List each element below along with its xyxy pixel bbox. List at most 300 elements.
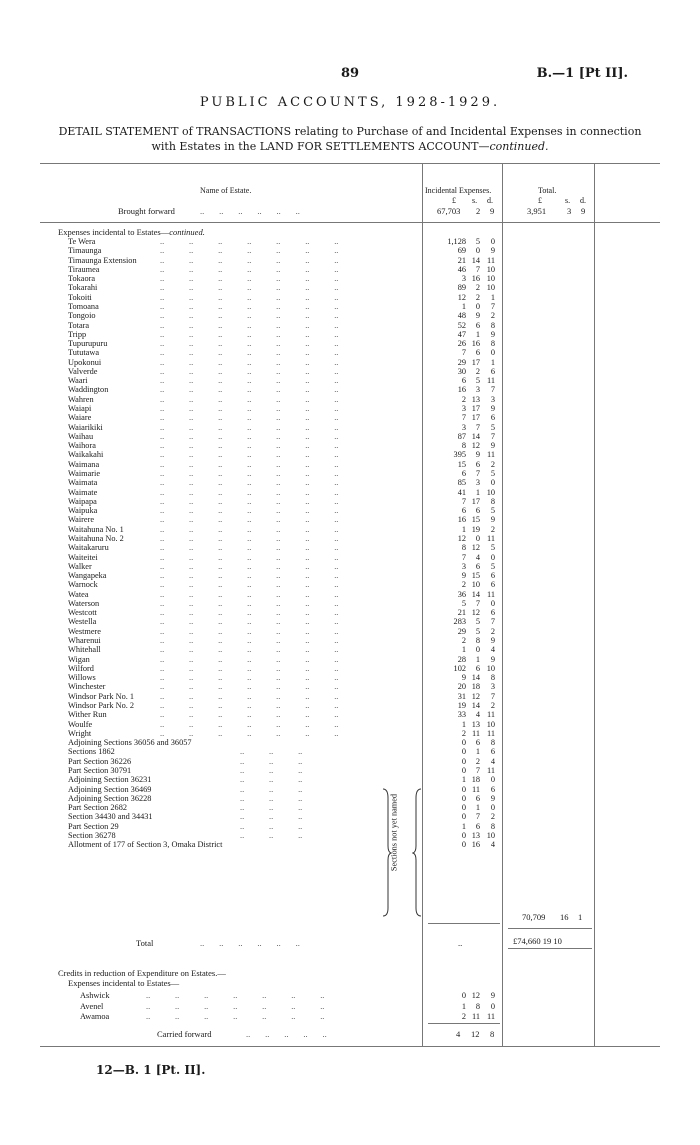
page-reference: B.—1 [Pt II]. [536,66,628,81]
estates-subtotal-shillings: 16 [560,912,569,922]
estate-shillings: 14 [471,701,480,710]
dot-leader: .. .. .. .. .. .. .. [160,728,339,738]
dot-leader: .. .. .. .. .. .. .. [160,348,339,358]
estate-name: Tomoana [68,301,99,311]
estate-pence: 2 [490,626,495,636]
dot-leader: .. .. .. .. .. .. .. [160,478,339,488]
estate-pence: 9 [490,329,495,339]
dot-leader: .. .. .. [240,803,303,813]
estate-shillings: 7 [475,765,480,775]
estate-shillings: 11 [472,784,480,794]
estate-shillings: 17 [471,357,480,367]
estate-shillings: 16 [471,339,480,349]
estate-shillings: 0 [475,645,480,655]
estate-name: Windsor Park No. 2 [68,701,135,710]
dot-leader: .. .. .. .. .. .. .. [160,329,339,339]
estate-pence: 0 [490,598,495,608]
estate-pounds: 1 [461,524,466,534]
estate-pounds: 3 [461,274,466,284]
dot-leader: .. .. .. [240,830,303,840]
estate-shillings: 7 [475,469,480,478]
estate-shillings: 6 [475,348,480,358]
estate-pence: 2 [490,812,495,822]
estate-shillings: 1 [475,487,480,497]
carried-forward-pounds: 4 [456,1029,461,1039]
dot-leader: .. .. .. .. .. .. .. [160,339,339,349]
estate-shillings: 17 [471,496,480,506]
estate-pounds: 7 [461,552,466,562]
dot-leader: .. .. .. .. .. .. .. [160,431,339,441]
dot-leader: .. .. .. .. .. .. .. [160,663,339,673]
estates-subtotal-pence: 1 [578,912,583,922]
total-pounds-unit: £ [538,196,542,205]
page-title: PUBLIC ACCOUNTS, 1928-1929. [199,95,501,110]
estate-shillings: 12 [471,608,480,618]
estate-name: Willows [68,673,96,683]
estate-pence: 6 [490,413,495,423]
credit-row [0,991,700,1001]
estate-row [0,840,700,850]
dot-leader: .. .. .. .. .. .. .. [160,487,339,497]
dot-leader: .. .. .. .. .. .. .. [160,543,339,553]
subtitle-main: DETAIL STATEMENT of TRANSACTIONS relating to Purchase of and Incidental Expenses in connection with Estates in the LAND FOR SETTLEMENTS ACCOUNT— [58,125,642,153]
estate-shillings: 7 [475,812,480,822]
estate-name: Waiare [68,413,92,423]
estate-name: Wigan [68,654,90,664]
estate-name: Waiapi [68,404,92,414]
estate-shillings: 6 [475,506,480,516]
estate-pence: 4 [490,840,495,850]
estate-shillings: 15 [471,515,480,525]
estate-pence: 2 [490,459,495,469]
total-shillings-unit: s. [565,196,571,205]
estate-pounds: 26 [457,339,466,349]
estate-shillings: 1 [475,329,480,339]
estate-pence: 6 [490,608,495,618]
estate-pounds: 0 [461,793,466,803]
credit-pounds: 0 [461,991,466,1000]
estate-pounds: 12 [457,292,466,302]
estate-pounds: 87 [457,431,466,441]
dot-leader: .. .. .. .. .. .. .. [160,682,339,692]
estate-pence: 9 [490,246,495,256]
estate-pence: 0 [490,775,495,785]
credits-heading: Credits in reduction of Expenditure on Estates.— [58,968,226,978]
estate-shillings: 5 [475,237,480,246]
estate-pounds: 3 [461,422,466,432]
dot-leader: .. .. .. .. .. .. .. [146,1001,325,1011]
estate-pounds: 69 [457,246,466,256]
total-pence-unit: d. [580,196,586,205]
estate-pence: 10 [486,264,495,274]
total-rule-bottom [508,948,592,949]
estate-name: Waimarie [68,469,101,478]
total-amount: £74,660 19 10 [513,936,562,946]
estate-pounds: 21 [457,255,466,265]
estate-shillings: 13 [471,830,480,840]
estate-pounds: 0 [461,738,466,748]
estate-name: Waterson [68,598,100,608]
credit-name: Ashwick [80,991,110,1000]
estate-pence: 10 [486,487,495,497]
estate-name: Part Section 30791 [68,765,132,775]
estate-name: Adjoining Section 36469 [68,784,152,794]
section-heading [58,227,205,237]
brought-forward-total-shillings: 3 [567,206,572,216]
estate-pounds: 85 [457,478,466,488]
estate-pounds: 3 [461,561,466,571]
estate-pence: 6 [490,747,495,757]
estate-name: Waitahuna No. 2 [68,533,124,543]
estate-name: Whitehall [68,645,101,655]
estate-pence: 5 [490,543,495,553]
estate-pounds: 1 [461,645,466,655]
estate-pounds: 6 [461,469,466,478]
estate-pounds: 1 [461,301,466,311]
estate-pence: 9 [490,441,495,451]
estate-pence: 10 [486,663,495,673]
estate-pounds: 283 [453,617,466,627]
estate-pence: 9 [490,793,495,803]
estate-pounds: 2 [461,636,466,646]
estate-name: Adjoining Section 36231 [68,775,152,785]
section-heading-continued: continued. [169,227,205,237]
estate-shillings: 6 [475,821,480,831]
sections-not-yet-named-label [374,790,414,890]
estate-shillings: 2 [475,756,480,766]
estate-pounds: 0 [461,812,466,822]
dot-leader: .. .. .. .. .. .. .. [160,552,339,562]
estate-pounds: 1 [461,821,466,831]
estate-name: Tokaora [68,274,96,284]
estate-pence: 9 [490,654,495,664]
estate-name: Timaunga Extension [68,255,137,265]
estate-pence: 11 [487,255,495,265]
estate-pence: 9 [490,636,495,646]
estate-shillings: 14 [471,589,480,599]
estate-pounds: 31 [457,691,466,701]
estate-shillings: 6 [475,320,480,330]
dot-leader: .. .. .. .. .. .. .. [160,459,339,469]
dot-leader: .. .. .. .. .. .. .. [160,255,339,265]
estate-name: Wairere [68,515,95,525]
dot-leader: .. .. .. .. .. .. .. [160,524,339,534]
estate-name: Waikakahi [68,450,104,460]
dot-leader: .. .. .. [240,821,303,831]
estate-name: Walker [68,561,92,571]
estate-name: Waipapa [68,496,97,506]
estate-name: Wilford [68,663,94,673]
estate-shillings: 18 [471,775,480,785]
estate-pence: 10 [486,283,495,293]
estate-pence: 11 [487,376,495,386]
estate-pounds: 52 [457,320,466,330]
dot-leader: .. .. .. .. .. .. .. [160,710,339,720]
total-column-header: Total. [538,186,557,195]
total-leader: .. .. .. .. .. .. [200,938,300,948]
carried-forward-rule [428,1023,500,1024]
estate-name: Windsor Park No. 1 [68,691,135,701]
dot-leader: .. .. .. [240,747,303,757]
estate-name: Waimate [68,487,98,497]
estate-shillings: 9 [475,450,480,460]
credit-shillings: 8 [475,1001,480,1011]
estate-pounds: 0 [461,840,466,850]
carried-forward-pence: 8 [490,1029,495,1039]
estate-name: Adjoining Sections 36056 and 36057 [68,738,192,748]
estate-pence: 3 [490,682,495,692]
estate-shillings: 7 [475,422,480,432]
credits-subheading: Expenses incidental to Estates— [68,978,180,988]
estate-shillings: 1 [475,654,480,664]
estate-name: Te Wera [68,237,96,246]
estate-name: Adjoining Section 36228 [68,793,152,803]
estate-pounds: 2 [461,394,466,404]
estate-pence: 6 [490,366,495,376]
dot-leader: .. .. .. .. .. .. .. [160,673,339,683]
estate-name: Waiarikiki [68,422,103,432]
estate-pence: 7 [490,301,495,311]
estate-name: Westcott [68,608,97,618]
dot-leader: .. .. .. .. .. .. .. [160,385,339,395]
estate-pounds: 0 [461,747,466,757]
brought-forward-total-pounds: 3,951 [527,206,547,216]
table-top-rule [40,163,660,164]
dot-leader: .. .. .. [240,793,303,803]
estate-name: Waddington [68,385,109,395]
estate-pounds: 9 [461,673,466,683]
estate-pence: 7 [490,691,495,701]
brought-forward-leader: .. .. .. .. .. .. [200,206,300,216]
estate-name: Waitakaruru [68,543,109,553]
dot-leader: .. .. .. .. .. .. .. [160,441,339,451]
total-label: Total [136,938,154,948]
estate-name: Waihora [68,441,96,451]
estate-pounds: 19 [457,701,466,710]
estate-pence: 11 [487,589,495,599]
estate-pounds: 15 [457,459,466,469]
estate-pounds: 21 [457,608,466,618]
estate-name: Tripp [68,329,87,339]
sections-not-yet-named-text: Sections not yet named [389,793,399,872]
estate-pence: 11 [487,728,495,738]
estate-shillings: 12 [471,441,480,451]
dot-leader: .. .. .. .. .. .. .. [160,283,339,293]
estate-pounds: 0 [461,803,466,813]
dot-leader: .. .. .. .. .. .. .. [160,376,339,386]
table-bottom-rule [40,1046,660,1047]
estate-shillings: 7 [475,264,480,274]
estate-pence: 0 [490,552,495,562]
statement-subtitle [48,124,652,154]
dot-leader: .. .. .. .. .. .. .. [160,533,339,543]
estate-shillings: 14 [471,255,480,265]
credit-shillings: 11 [472,1012,480,1021]
dot-leader: .. .. .. [240,765,303,775]
estate-shillings: 2 [475,366,480,376]
estate-name: Part Section 2682 [68,803,127,813]
estate-pence: 11 [487,710,495,720]
estate-shillings: 16 [471,840,480,850]
estate-shillings: 7 [475,598,480,608]
estate-name: Warnock [68,580,98,590]
dot-leader: .. .. .. .. .. .. .. [160,246,339,256]
estate-name: Upokonui [68,357,102,367]
estate-name: Tututawa [68,348,100,358]
estate-shillings: 0 [475,533,480,543]
estate-shillings: 13 [471,394,480,404]
estate-name: Tiraumea [68,264,100,274]
estate-pounds: 20 [457,682,466,692]
estate-pounds: 1,128 [447,237,466,246]
estate-pounds: 89 [457,283,466,293]
estate-pounds: 102 [453,663,466,673]
subtitle-continued: continued. [489,140,549,153]
credit-row [0,1002,700,1012]
estate-name: Woulfe [68,719,93,729]
estate-pence: 2 [490,524,495,534]
estate-pence: 10 [486,274,495,284]
incidental-pence-unit: d. [487,196,493,205]
subtotal-rule [428,923,500,924]
estate-pounds: 6 [461,506,466,516]
dot-leader: .. .. .. .. .. .. .. [160,422,339,432]
estate-shillings: 2 [475,292,480,302]
estate-name: Wangapeka [68,571,107,581]
total-rule-top [508,928,592,929]
estate-pounds: 12 [457,533,466,543]
estate-shillings: 0 [475,246,480,256]
estate-pounds: 6 [461,376,466,386]
estate-pence: 7 [490,617,495,627]
dot-leader: .. .. .. .. .. .. .. [146,991,325,1000]
dot-leader: .. .. .. [240,756,303,766]
estate-shillings: 10 [471,580,480,590]
page-number: 89 [340,66,360,81]
dot-leader: .. .. .. .. .. .. .. [160,506,339,516]
estate-pounds: 7 [461,348,466,358]
estate-pence: 6 [490,571,495,581]
estate-name: Allotment of 177 of Section 3, Omaka District [68,840,223,850]
estate-pence: 10 [486,830,495,840]
dot-leader: .. .. .. .. .. .. .. [160,450,339,460]
estate-pence: 9 [490,515,495,525]
section-heading-text: Expenses incidental to Estates— [58,227,170,237]
estate-shillings: 5 [475,626,480,636]
estate-shillings: 6 [475,793,480,803]
estate-shillings: 19 [471,524,480,534]
carried-forward-shillings: 12 [471,1029,480,1039]
dot-leader: .. .. .. .. .. .. .. [160,571,339,581]
estate-pence: 5 [490,469,495,478]
estate-pounds: 9 [461,571,466,581]
estate-pounds: 0 [461,765,466,775]
estate-shillings: 1 [475,747,480,757]
estate-pence: 8 [490,738,495,748]
estate-pounds: 33 [457,710,466,720]
estate-shillings: 15 [471,571,480,581]
name-column-header: Name of Estate. [200,186,252,195]
dot-leader: .. .. .. .. .. .. .. [160,264,339,274]
estate-name: Sections 1862 [68,747,115,757]
estate-pounds: 30 [457,366,466,376]
estate-shillings: 0 [475,301,480,311]
estate-pounds: 0 [461,784,466,794]
estate-name: Part Section 36226 [68,756,132,766]
estate-pounds: 7 [461,413,466,423]
dot-leader: .. .. .. .. .. .. .. [160,496,339,506]
estate-pence: 5 [490,561,495,571]
dot-leader: .. .. .. .. .. .. .. [160,691,339,701]
estate-pence: 1 [490,357,495,367]
brought-forward-total-pence: 9 [581,206,586,216]
dot-leader: .. .. .. .. .. .. .. [160,701,339,710]
estate-pence: 10 [486,719,495,729]
estate-shillings: 13 [471,719,480,729]
estate-name: Wright [68,728,92,738]
dot-leader: .. .. .. .. .. .. .. [160,598,339,608]
estate-pounds: 8 [461,543,466,553]
estate-pence: 3 [490,394,495,404]
estate-pence: 0 [490,348,495,358]
estate-name: Waari [68,376,88,386]
estate-name: Waipuka [68,506,98,516]
estate-pounds: 2 [461,580,466,590]
estate-pence: 7 [490,385,495,395]
dot-leader: .. .. .. .. .. .. .. [160,645,339,655]
estate-shillings: 17 [471,404,480,414]
dot-leader: .. .. .. .. .. .. .. [160,413,339,423]
credit-pounds: 1 [461,1001,466,1011]
estate-shillings: 4 [475,552,480,562]
credit-pence: 0 [490,1001,495,1011]
estate-pence: 6 [490,784,495,794]
dot-leader: .. .. .. .. .. .. .. [160,404,339,414]
estate-pence: 8 [490,673,495,683]
estate-shillings: 12 [471,543,480,553]
estate-shillings: 3 [475,385,480,395]
estate-pounds: 46 [457,264,466,274]
estate-shillings: 1 [475,803,480,813]
footer-note: 12—B. 1 [Pt. II]. [96,1063,206,1077]
estate-pounds: 16 [457,385,466,395]
estate-pounds: 36 [457,589,466,599]
dot-leader: .. .. .. .. .. .. .. [160,561,339,571]
estate-shillings: 5 [475,376,480,386]
incidental-shillings-unit: s. [472,196,478,205]
estate-pence: 7 [490,431,495,441]
incidental-column-header: Incidental Expenses. [425,186,492,195]
estate-pence: 5 [490,422,495,432]
credit-pence: 11 [487,1012,495,1021]
dot-leader: .. .. .. .. .. .. .. [160,515,339,525]
estate-pence: 8 [490,339,495,349]
dot-leader: .. .. .. .. .. .. .. [160,357,339,367]
credit-shillings: 12 [471,991,480,1000]
estate-name: Tongoio [68,311,96,321]
dot-leader: .. .. .. .. .. .. .. [160,626,339,636]
estate-pence: 11 [487,450,495,460]
dot-leader: .. .. .. .. .. .. .. [160,654,339,664]
estate-pounds: 16 [457,515,466,525]
dot-leader: .. .. .. .. .. .. .. [160,237,339,246]
dot-leader: .. .. .. .. .. .. .. [160,469,339,478]
estate-name: Tokarahi [68,283,98,293]
dot-leader: .. .. .. .. .. .. .. [160,608,339,618]
estate-name: Wither Run [68,710,107,720]
estate-shillings: 16 [471,274,480,284]
credit-row [0,1012,700,1022]
